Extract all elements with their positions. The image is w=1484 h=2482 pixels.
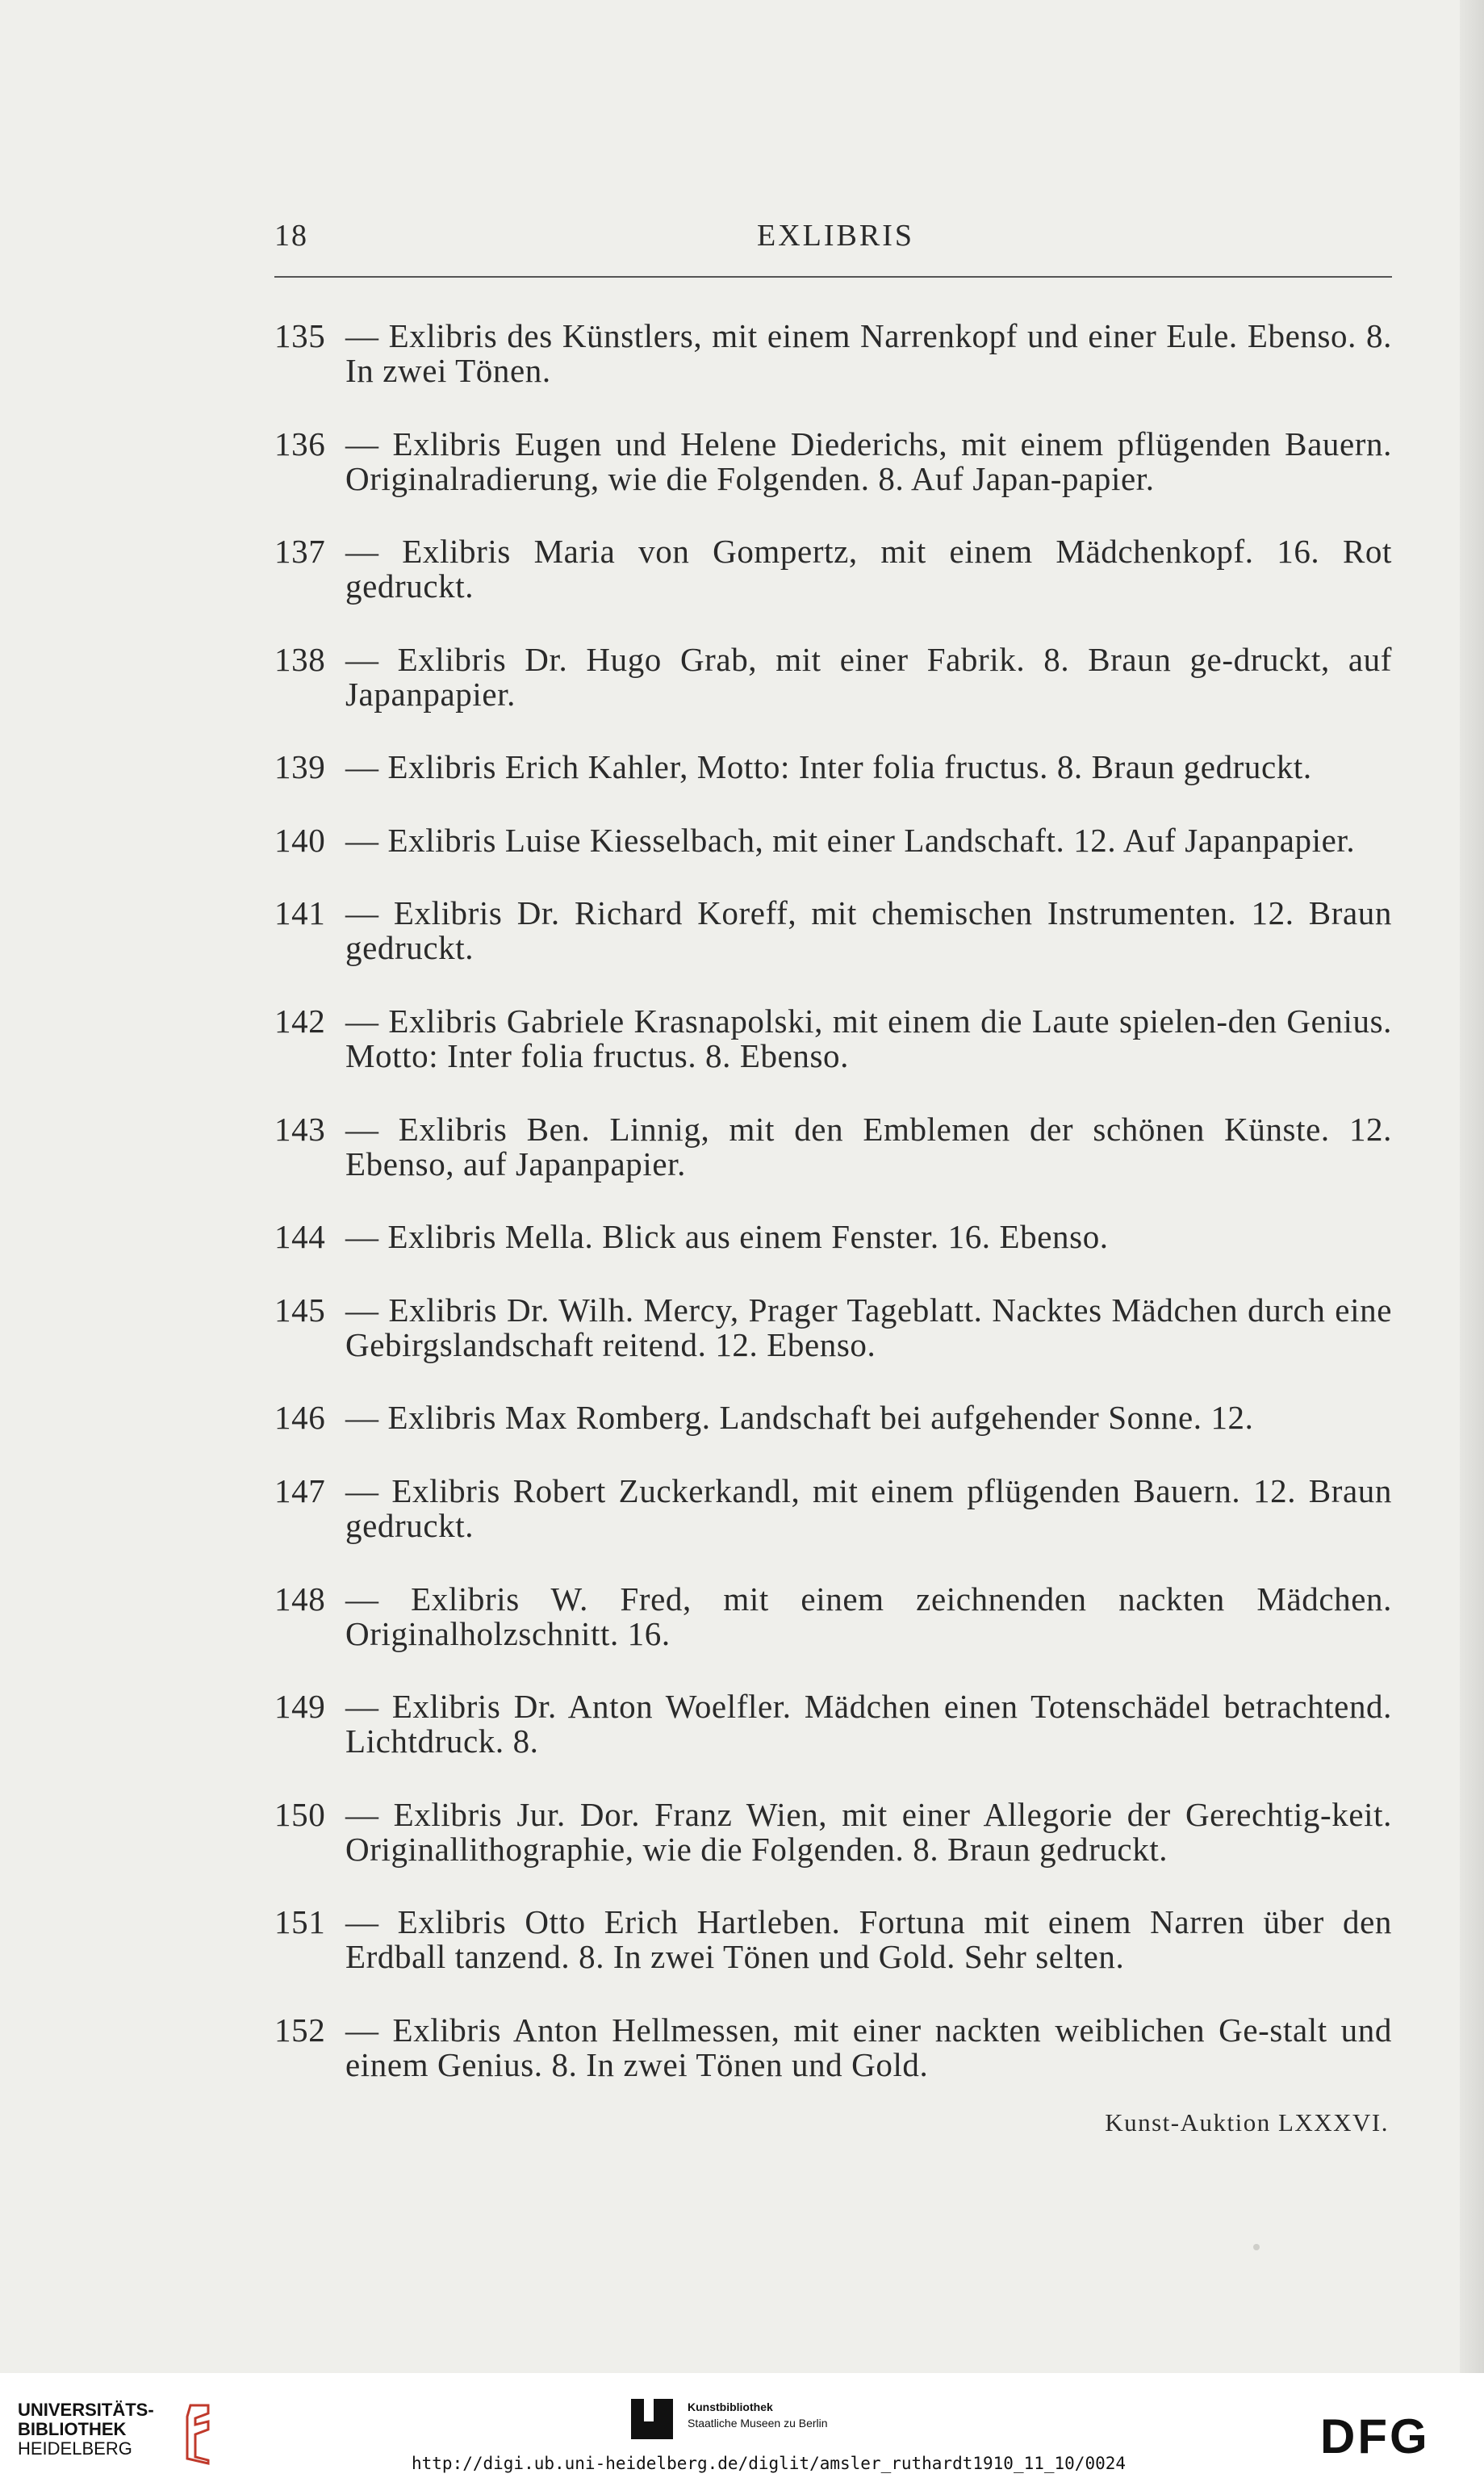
ub-line3: HEIDELBERG — [18, 2438, 132, 2459]
entry-text: — Exlibris Luise Kiesselbach, mit einer Landschaft. 12. Auf Japanpapier. — [345, 821, 1356, 859]
entry-text: — Exlibris Robert Zuckerkandl, mit einem pflügenden Bauern. 12. Braun gedruckt. — [345, 1471, 1392, 1544]
catalog-entry — [274, 1471, 1392, 1544]
catalog-entry — [274, 427, 1392, 496]
kunstbibliothek-emblem-icon — [631, 2399, 673, 2439]
entry-text: — Exlibris des Künstlers, mit einem Narrenkopf und einer Eule. Ebenso. 8. In zwei Tönen. — [345, 317, 1392, 389]
catalog-entry — [274, 2013, 1392, 2082]
entry-text: — Exlibris Dr. Wilh. Mercy, Prager Tageblatt. Nacktes Mädchen durch eine Gebirgslandschaft reitend. 12. Ebenso. — [345, 1291, 1392, 1363]
entry-number: 151 — [274, 1903, 326, 1941]
running-title: EXLIBRIS — [757, 219, 914, 253]
kb-line2: Staatliche Museen zu Berlin — [688, 2417, 828, 2430]
dfg-logo[interactable]: DFG — [1320, 2409, 1430, 2463]
catalog-entry — [274, 823, 1392, 858]
entry-text: — Exlibris Gabriele Krasnapolski, mit einem die Laute spielen-den Genius. Motto: Inter folia fructus. 8. Ebenso. — [345, 1002, 1392, 1075]
ub-emblem-icon — [158, 2400, 215, 2465]
entry-text: — Exlibris W. Fred, mit einem zeichnenden nackten Mädchen. Originalholzschnitt. 16. — [345, 1580, 1392, 1652]
entry-number: 140 — [274, 821, 326, 859]
paper-speck — [1253, 2244, 1260, 2250]
ub-line1: UNIVERSITÄTS- — [18, 2400, 154, 2420]
catalog-entries — [274, 319, 1392, 2082]
entry-text: — Exlibris Dr. Richard Koreff, mit chemischen Instrumenten. 12. Braun gedruckt. — [345, 894, 1392, 967]
entry-number: 136 — [274, 425, 326, 462]
entry-number: 149 — [274, 1688, 326, 1726]
permalink-url[interactable]: http://digi.ub.uni-heidelberg.de/diglit/amsler_ruthardt1910_11_10/0024 — [412, 2454, 1127, 2473]
ub-line2: BIBLIOTHEK — [18, 2419, 127, 2439]
ub-logo-text — [18, 2400, 154, 2459]
catalog-entry — [274, 319, 1392, 388]
entry-text: — Exlibris Dr. Hugo Grab, mit einer Fabrik. 8. Braun ge-druckt, auf Japanpapier. — [345, 640, 1392, 713]
digitization-footer — [0, 2373, 1484, 2482]
catalog-entry — [274, 1400, 1392, 1435]
catalog-entry — [274, 642, 1392, 712]
entry-number: 150 — [274, 1795, 326, 1833]
catalog-entry — [274, 1689, 1392, 1759]
entry-text: — Exlibris Dr. Anton Woelfler. Mädchen einen Totenschädel betrachtend. Lichtdruck. 8. — [345, 1688, 1392, 1760]
entry-text: — Exlibris Eugen und Helene Diederichs, mit einem pflügenden Bauern. Originalradierung, wie die Folgenden. 8. Auf Japan-papier. — [345, 425, 1392, 497]
entry-number: 147 — [274, 1471, 326, 1509]
catalog-entry — [274, 1795, 1392, 1868]
entry-number: 137 — [274, 533, 326, 571]
entry-number: 139 — [274, 748, 326, 786]
kunstbibliothek-logo[interactable] — [631, 2388, 905, 2444]
page-number: 18 — [274, 219, 308, 253]
scan-edge-shadow — [1460, 0, 1484, 2373]
catalog-entry — [274, 750, 1392, 785]
entry-number: 145 — [274, 1291, 326, 1329]
ub-heidelberg-logo[interactable] — [18, 2400, 211, 2465]
kb-line1: Kunstbibliothek — [688, 2400, 773, 2413]
entry-number: 146 — [274, 1399, 326, 1437]
entry-number: 152 — [274, 2011, 326, 2049]
catalog-entry — [274, 896, 1392, 965]
entry-number: 142 — [274, 1002, 326, 1040]
entry-number: 141 — [274, 894, 326, 932]
page-header — [274, 218, 1392, 266]
catalog-entry — [274, 1220, 1392, 1254]
catalog-entry — [274, 1582, 1392, 1651]
entry-text: — Exlibris Mella. Blick aus einem Fenster. 16. Ebenso. — [345, 1218, 1109, 1256]
entry-text: — Exlibris Ben. Linnig, mit den Emblemen der schönen Künste. 12. Ebenso, auf Japanpapier. — [345, 1110, 1392, 1182]
catalog-entry — [274, 1112, 1392, 1182]
entry-text: — Exlibris Erich Kahler, Motto: Inter folia fructus. 8. Braun gedruckt. — [345, 748, 1312, 786]
kb-logo-text — [688, 2399, 828, 2431]
entry-text: — Exlibris Anton Hellmessen, mit einer nackten weiblichen Ge-stalt und einem Genius. 8. In zwei Tönen und Gold. — [345, 2011, 1392, 2083]
header-rule — [274, 276, 1392, 278]
entry-text: — Exlibris Max Romberg. Landschaft bei aufgehender Sonne. 12. — [345, 1399, 1254, 1437]
catalog-entry — [274, 1905, 1392, 1974]
entry-number: 135 — [274, 317, 326, 354]
entry-number: 138 — [274, 640, 326, 678]
entry-text: — Exlibris Jur. Dor. Franz Wien, mit einer Allegorie der Gerechtig-keit. Originallithographie, wie die Folgenden. 8. Braun gedruckt. — [345, 1795, 1392, 1868]
entry-text: — Exlibris Otto Erich Hartleben. Fortuna mit einem Narren über den Erdball tanzend. 8. In zwei Tönen und Gold. Sehr selten. — [345, 1903, 1392, 1976]
catalog-entry — [274, 1293, 1392, 1362]
entry-number: 148 — [274, 1580, 326, 1618]
entry-number: 143 — [274, 1110, 326, 1148]
entry-number: 144 — [274, 1218, 326, 1256]
entry-text: — Exlibris Maria von Gompertz, mit einem Mädchenkopf. 16. Rot gedruckt. — [345, 533, 1392, 605]
signature-mark: Kunst-Auktion LXXXVI. — [1105, 2108, 1389, 2137]
catalog-entry — [274, 1004, 1392, 1074]
catalog-entry — [274, 534, 1392, 604]
